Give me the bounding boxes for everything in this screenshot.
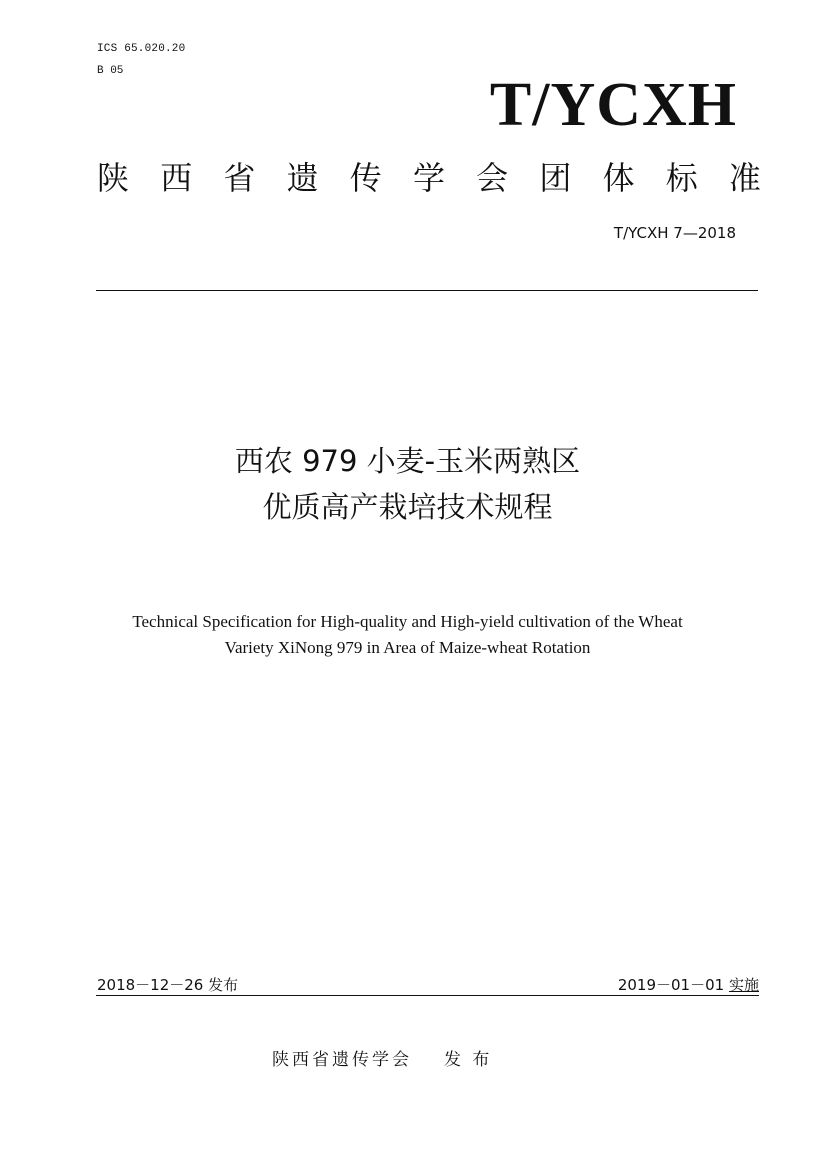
org-char: 陕 [97, 159, 130, 197]
english-title-line-1: Technical Specification for High-quality and High-yield cultivation of the Wheat [132, 612, 683, 631]
org-char: 会 [476, 159, 509, 197]
org-char: 团 [539, 159, 572, 197]
ics-code: ICS 65.020.20 [97, 43, 186, 55]
implement-date-value: 2019－01－01 [617, 976, 725, 994]
english-title-line-2: Variety XiNong 979 in Area of Maize-wheat Rotation [224, 638, 591, 657]
implement-date [618, 975, 759, 995]
issuer-line [272, 1048, 492, 1072]
chinese-title [0, 438, 815, 530]
english-title [0, 609, 815, 661]
chinese-title-line-1: 西农 979 小麦-玉米两熟区 [234, 444, 581, 478]
org-char: 遗 [286, 159, 319, 197]
org-char: 准 [728, 159, 761, 197]
standard-logo: T/YCXH [489, 71, 737, 139]
organization-standard-title [97, 153, 761, 203]
footer-divider [96, 995, 759, 996]
issuer-name: 陕西省遗传学会 [272, 1050, 412, 1070]
ccs-code: B 05 [97, 65, 124, 77]
org-char: 标 [665, 159, 698, 197]
standard-number: T/YCXH 7—2018 [613, 224, 736, 242]
org-char: 西 [160, 159, 193, 197]
header-divider [96, 290, 758, 291]
org-char: 体 [602, 159, 635, 197]
org-char: 省 [223, 159, 256, 197]
org-char: 传 [349, 159, 382, 197]
issuer-action: 发 布 [444, 1050, 493, 1070]
chinese-title-line-2: 优质高产栽培技术规程 [262, 490, 553, 524]
publish-date: 2018－12－26 发布 [97, 976, 239, 994]
org-char: 学 [412, 159, 445, 197]
implement-label: 实施 [728, 976, 759, 994]
